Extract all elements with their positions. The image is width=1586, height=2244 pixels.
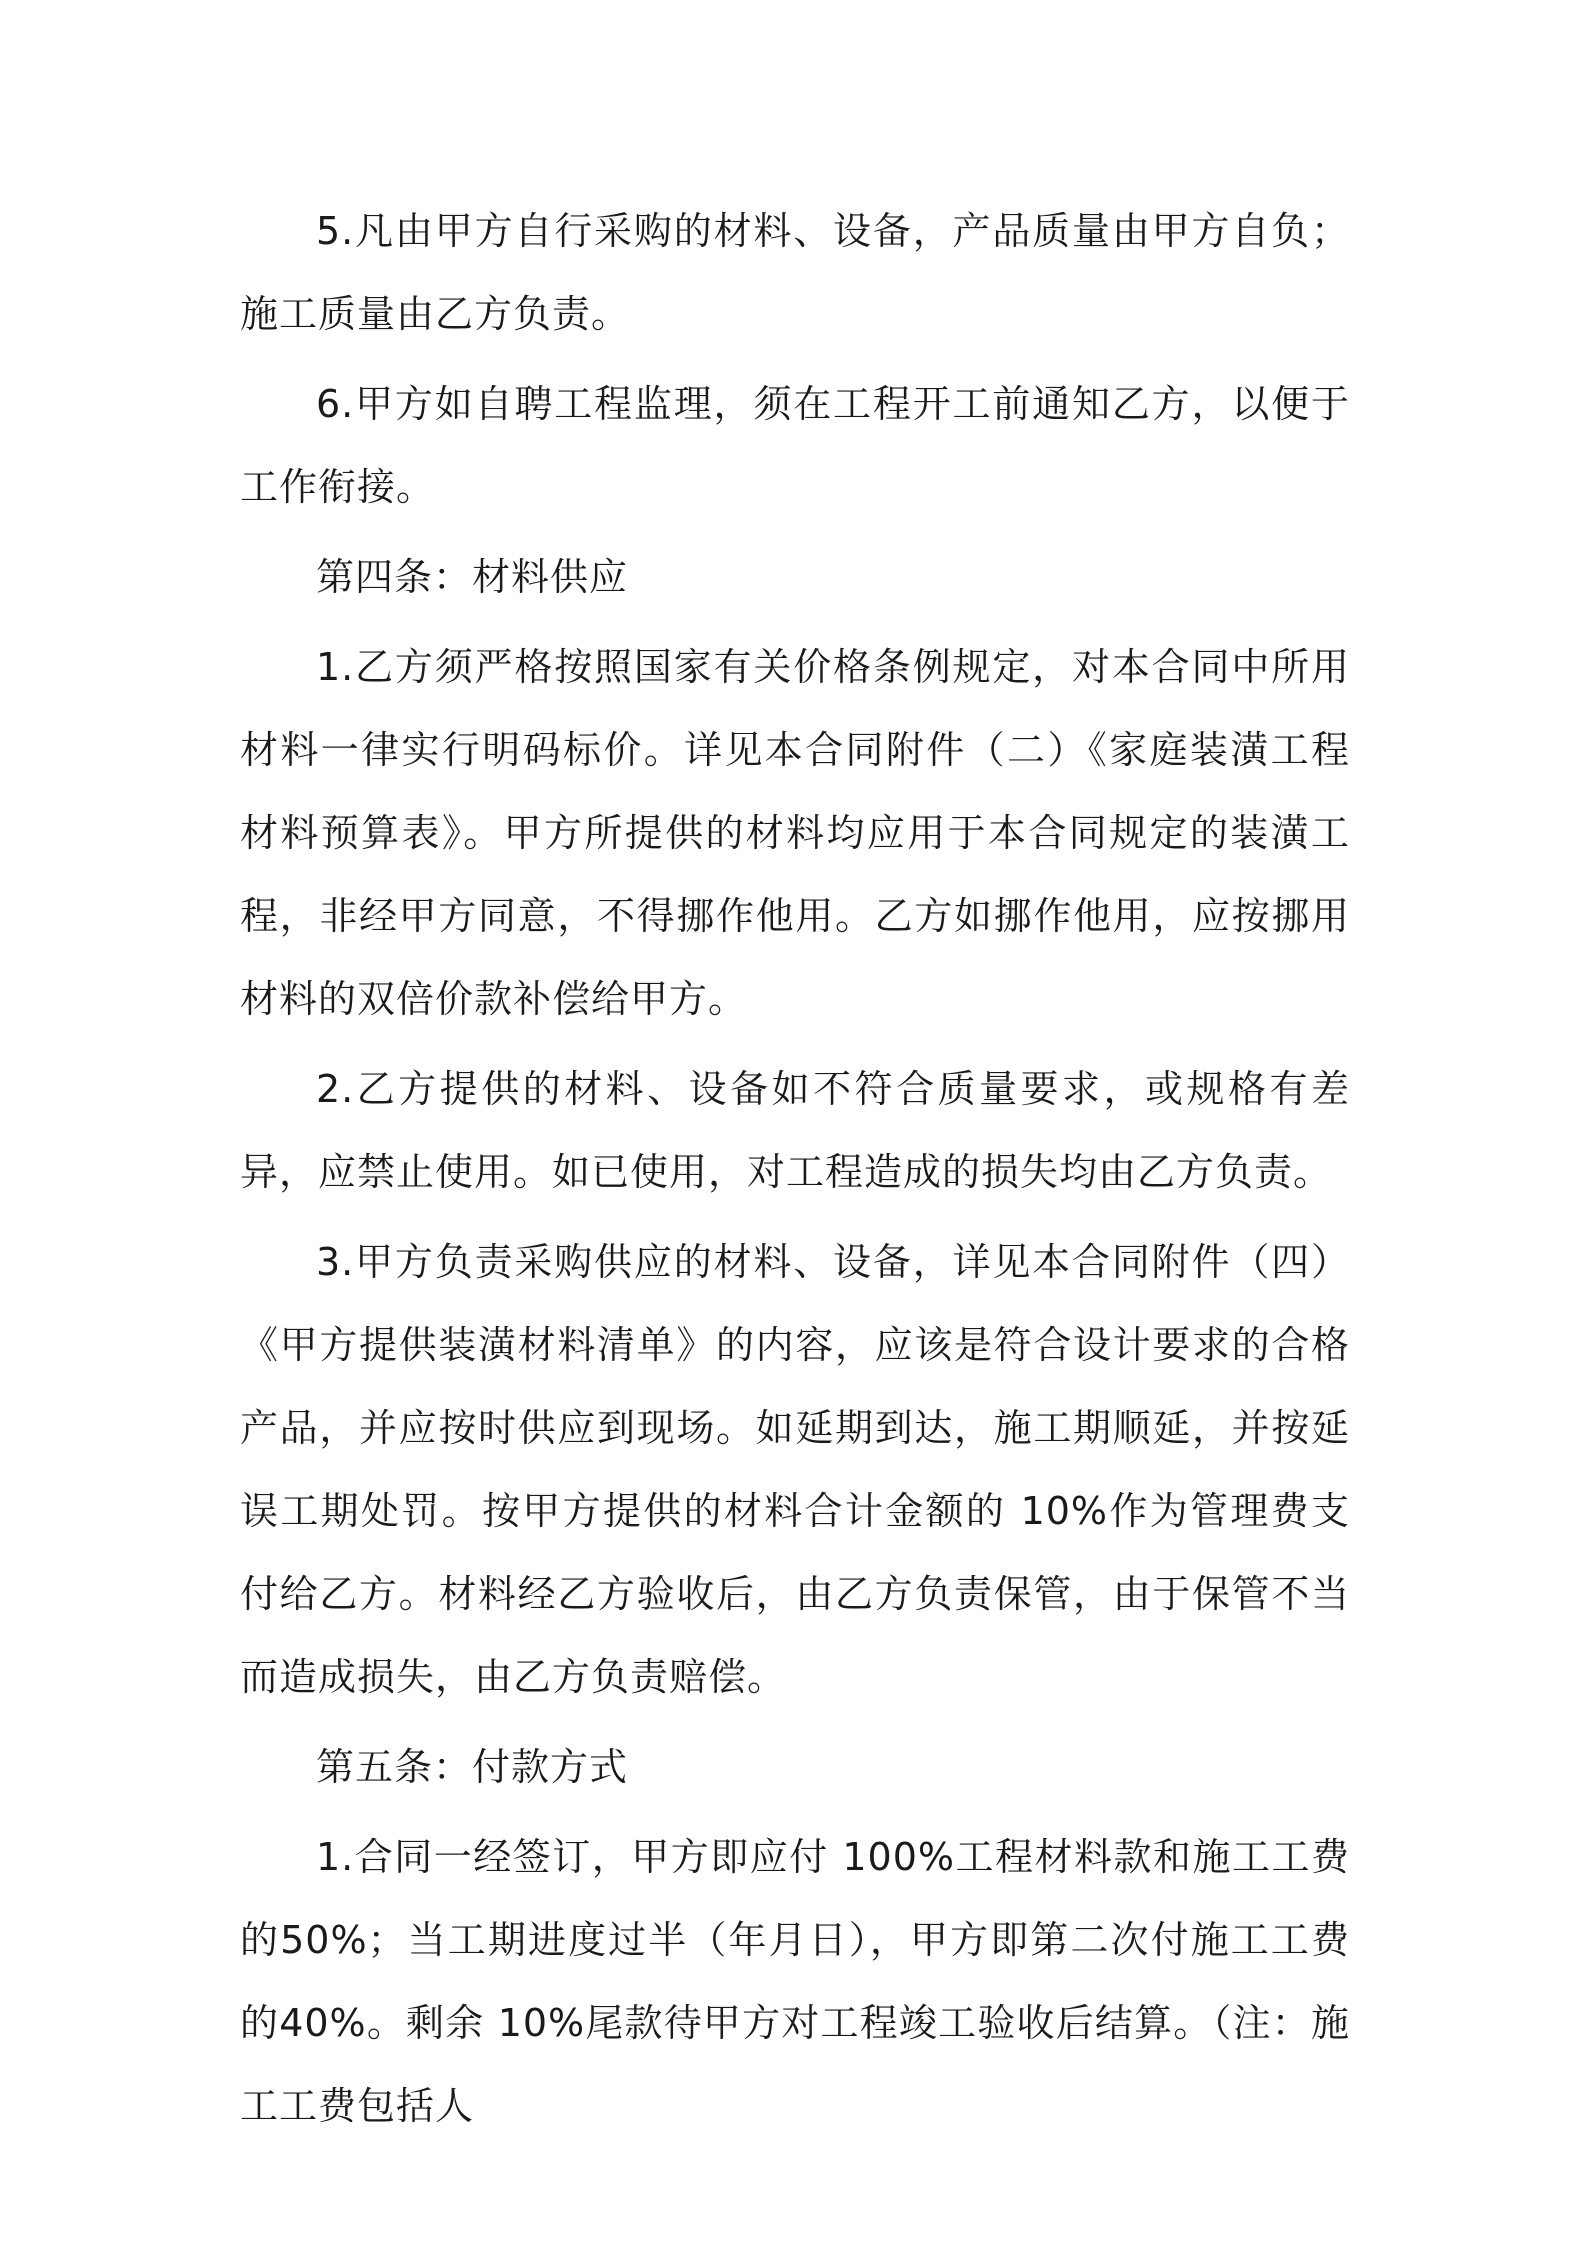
article-5-item-1: 1.合同一经签订，甲方即应付 100%工程材料款和施工工费的50%；当工期进度过半（年月日），甲方即第二次付施工工费的40%。剩余 10%尾款待甲方对工程竣工验收后结算。（注：施工工费包括人	[240, 1835, 1350, 2128]
clause-3-item-5: 5.凡由甲方自行采购的材料、设备，产品质量由甲方自负；施工质量由乙方负责。	[240, 209, 1350, 336]
document-page	[240, 190, 1350, 2155]
article-4-heading: 第四条：材料供应	[316, 555, 629, 599]
article-4-item-2: 2.乙方提供的材料、设备如不符合质量要求，或规格有差异，应禁止使用。如已使用，对工程造成的损失均由乙方负责。	[240, 1067, 1350, 1194]
article-4-item-3: 3.甲方负责采购供应的材料、设备，详见本合同附件（四）《甲方提供装潢材料清单》的内容，应该是符合设计要求的合格产品，并应按时供应到现场。如延期到达，施工期顺延，并按延误工期处罚。按甲方提供的材料合计金额的 10%作为管理费支付给乙方。材料经乙方验收后，由乙方负责保管，由于保管不当而造成损失，由乙方负责赔偿。	[240, 1240, 1350, 1699]
clause-3-item-6: 6.甲方如自聘工程监理，须在工程开工前通知乙方，以便于工作衔接。	[240, 382, 1350, 509]
article-5-heading: 第五条：付款方式	[316, 1745, 629, 1789]
article-4-item-1: 1.乙方须严格按照国家有关价格条例规定，对本合同中所用材料一律实行明码标价。详见本合同附件（二）《家庭装潢工程材料预算表》。甲方所提供的材料均应用于本合同规定的装潢工程，非经甲方同意，不得挪作他用。乙方如挪作他用，应按挪用材料的双倍价款补偿给甲方。	[240, 645, 1350, 1021]
